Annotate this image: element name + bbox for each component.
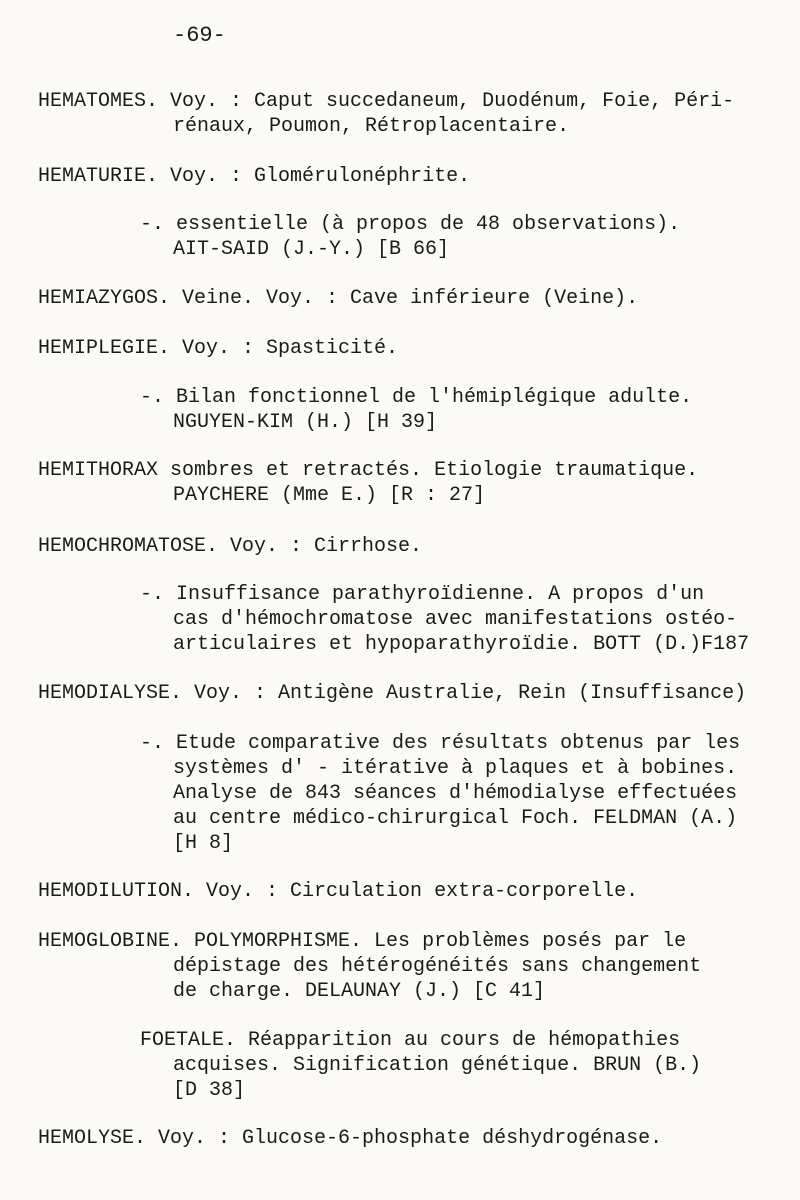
entry-line: au centre médico-chirurgical Foch. FELDMAN (A.): [173, 807, 738, 830]
entry-line: HEMOCHROMATOSE. Voy. : Cirrhose.: [38, 535, 423, 558]
entry-line: Analyse de 843 séances d'hémodialyse effectuées: [173, 782, 738, 805]
entry-line: [H 8]: [173, 832, 234, 855]
entry-line: HEMIAZYGOS. Veine. Voy. : Cave inférieure (Veine).: [38, 287, 639, 310]
entry-line: -. Etude comparative des résultats obtenus par les: [140, 732, 741, 755]
entry-line: HEMOGLOBINE. POLYMORPHISME. Les problèmes posés par le: [38, 930, 687, 953]
entry-line: HEMIPLEGIE. Voy. : Spasticité.: [38, 337, 399, 360]
entry-line: dépistage des hétérogénéités sans changement: [173, 955, 702, 978]
entry-line: HEMATURIE. Voy. : Glomérulonéphrite.: [38, 165, 471, 188]
entry-line: cas d'hémochromatose avec manifestations ostéo-: [173, 608, 738, 631]
entry-line: [D 38]: [173, 1079, 246, 1102]
entry-line: PAYCHERE (Mme E.) [R : 27]: [173, 484, 486, 507]
entry-line: acquises. Signification génétique. BRUN (B.): [173, 1054, 702, 1077]
entry-line: -. essentielle (à propos de 48 observations).: [140, 213, 681, 236]
entry-line: AIT-SAID (J.-Y.) [B 66]: [173, 238, 450, 261]
entry-line: HEMOLYSE. Voy. : Glucose-6-phosphate déshydrogénase.: [38, 1127, 663, 1150]
entry-line: rénaux, Poumon, Rétroplacentaire.: [173, 115, 570, 138]
entry-line: -. Bilan fonctionnel de l'hémiplégique adulte.: [140, 386, 693, 409]
entry-line: HEMATOMES. Voy. : Caput succedaneum, Duodénum, Foie, Péri-: [38, 90, 735, 113]
entry-line: systèmes d' - itérative à plaques et à bobines.: [173, 757, 738, 780]
entry-line: HEMODILUTION. Voy. : Circulation extra-corporelle.: [38, 880, 639, 903]
entry-line: HEMITHORAX sombres et retractés. Etiologie traumatique.: [38, 459, 699, 482]
entry-line: articulaires et hypoparathyroïdie. BOTT (D.)F187: [173, 633, 750, 656]
entry-line: NGUYEN-KIM (H.) [H 39]: [173, 411, 438, 434]
entry-line: -. Insuffisance parathyroïdienne. A propos d'un: [140, 583, 705, 606]
entry-line: HEMODIALYSE. Voy. : Antigène Australie, Rein (Insuffisance): [38, 682, 747, 705]
entry-line: de charge. DELAUNAY (J.) [C 41]: [173, 980, 546, 1003]
entry-line: FOETALE. Réapparition au cours de hémopathies: [140, 1029, 681, 1052]
page-number: -69-: [173, 23, 226, 48]
